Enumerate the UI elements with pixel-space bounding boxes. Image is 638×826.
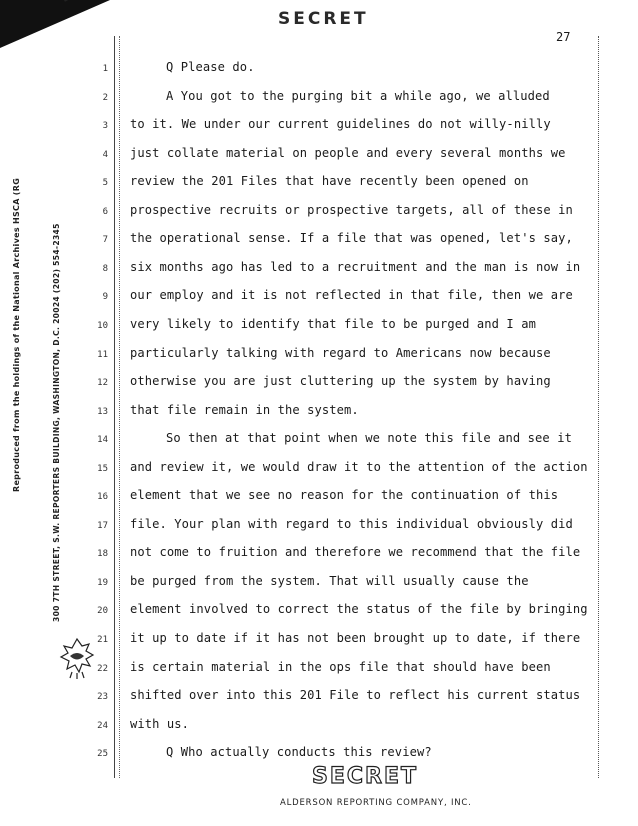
classification-stamp-top: SECRET <box>278 9 369 29</box>
classification-stamp-bottom: SECRET <box>312 764 418 789</box>
line-text: element that we see no reason for the continuation of this <box>130 488 559 503</box>
transcript-line <box>0 717 638 737</box>
line-text: A You got to the purging bit a while ago, we alluded <box>166 88 550 103</box>
transcript-line <box>0 146 638 166</box>
line-number: 1 <box>102 64 108 74</box>
line-number: 19 <box>97 577 108 588</box>
line-text: very likely to identify that file to be purged and I am <box>130 316 536 331</box>
line-text: review the 201 Files that have recently been opened on <box>130 174 529 189</box>
line-number: 3 <box>102 121 108 132</box>
line-text: the operational sense. If a file that was opened, let's say, <box>130 231 573 246</box>
line-text: to it. We under our current guidelines do not willy-nilly <box>130 117 551 132</box>
line-number: 5 <box>102 178 108 189</box>
transcript-line <box>0 545 638 565</box>
line-number: 23 <box>97 692 108 703</box>
line-number: 22 <box>97 663 108 674</box>
line-text: be purged from the system. That will usually cause the <box>130 573 529 588</box>
archives-seal-icon <box>58 636 96 680</box>
transcript-line <box>0 488 638 508</box>
line-text: our employ and it is not reflected in that file, then we are <box>130 288 573 303</box>
transcript-line <box>0 602 638 622</box>
transcript-line <box>0 231 638 251</box>
transcript-line <box>0 574 638 594</box>
line-text: not come to fruition and therefore we recommend that the file <box>130 545 581 560</box>
transcript-line <box>0 260 638 280</box>
transcript-line <box>0 60 638 80</box>
line-number: 18 <box>97 549 108 560</box>
line-text: otherwise you are just cluttering up the system by having <box>130 374 551 389</box>
line-number: 4 <box>102 149 108 160</box>
line-text: that file remain in the system. <box>130 402 359 417</box>
line-number: 6 <box>102 206 108 217</box>
line-text: shifted over into this 201 File to reflect his current status <box>130 688 581 703</box>
line-number: 12 <box>97 378 108 389</box>
transcript-line <box>0 374 638 394</box>
line-number: 21 <box>97 635 108 645</box>
transcript-line <box>0 288 638 308</box>
transcript-line <box>0 317 638 337</box>
line-text: particularly talking with regard to Americans now because <box>130 345 551 360</box>
transcript-line <box>0 117 638 137</box>
line-number: 7 <box>102 235 108 246</box>
archives-reproduction-note: Reproduced from the holdings of the National Archives HSCA (RG <box>12 177 21 492</box>
transcript-line <box>0 431 638 451</box>
line-number: 16 <box>97 492 108 503</box>
reporting-company-footer: ALDERSON REPORTING COMPANY, INC. <box>280 798 472 808</box>
line-number: 20 <box>97 606 108 617</box>
transcript-line <box>0 346 638 366</box>
line-number: 14 <box>97 435 108 446</box>
line-text: prospective recruits or prospective targets, all of these in <box>130 202 573 217</box>
line-number: 24 <box>97 720 108 731</box>
transcript-line <box>0 403 638 423</box>
line-text: with us. <box>130 716 190 731</box>
line-number: 9 <box>102 292 108 303</box>
line-number: 10 <box>97 320 108 331</box>
line-number: 11 <box>97 349 108 360</box>
line-number: 15 <box>97 463 108 474</box>
line-text: Q Please do. <box>166 60 255 74</box>
line-text: six months ago has led to a recruitment and the man is now in <box>130 259 581 274</box>
line-number: 8 <box>102 263 108 274</box>
transcript-line <box>0 203 638 223</box>
line-text: it up to date if it has not been brought up to date, if there <box>130 631 581 645</box>
transcript-line <box>0 460 638 480</box>
reporter-address-note: 300 7TH STREET, S.W. REPORTERS BUILDING, WASHINGTON, D.C. 20024 (202) 554-2345 <box>52 223 61 622</box>
transcript-line <box>0 174 638 194</box>
line-text: just collate material on people and every several months we <box>130 145 566 160</box>
line-number: 13 <box>97 406 108 417</box>
line-text: and review it, we would draw it to the attention of the action <box>130 459 588 474</box>
transcript-line <box>0 517 638 537</box>
line-text: is certain material in the ops file that should have been <box>130 659 551 674</box>
line-text: Q Who actually conducts this review? <box>166 745 432 760</box>
line-text: So then at that point when we note this file and see it <box>166 431 572 446</box>
transcript-line <box>0 688 638 708</box>
line-text: element involved to correct the status of the file by bringing <box>130 602 588 617</box>
line-number: 2 <box>102 92 108 103</box>
transcript-line <box>0 89 638 109</box>
line-number: 17 <box>97 520 108 531</box>
transcript-line <box>0 745 638 765</box>
line-text: file. Your plan with regard to this individual obviously did <box>130 516 573 531</box>
line-number: 25 <box>97 749 108 760</box>
page-number: 27 <box>556 30 571 44</box>
